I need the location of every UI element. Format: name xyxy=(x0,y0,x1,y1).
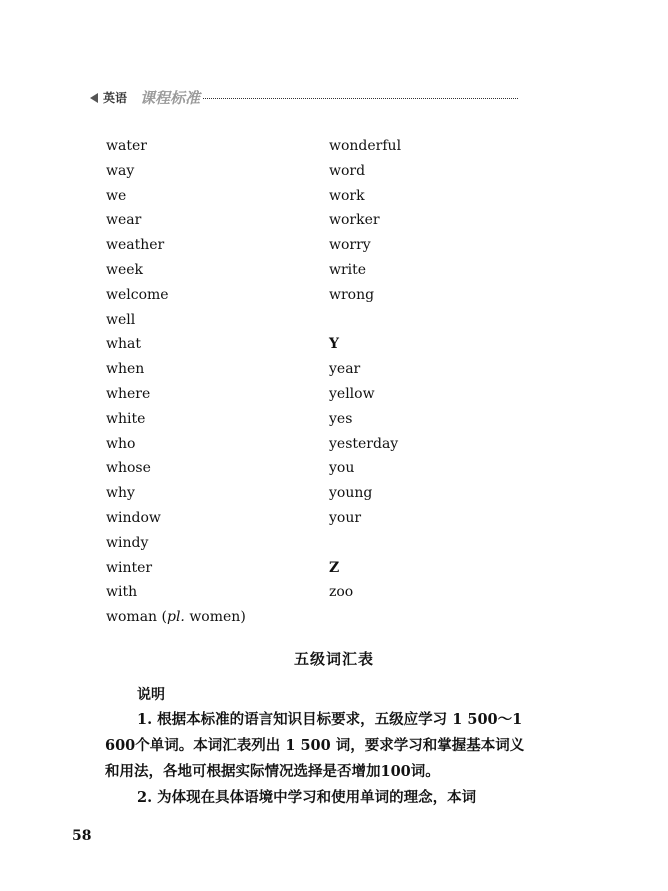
plural-abbreviation: pl. xyxy=(166,609,185,626)
vocab-word: whose xyxy=(106,460,151,477)
paragraph-1: 1. 根据本标准的语言知识目标要求，五级应学习 1 500～1 600个单词。本词汇表列出 1 500 词，要求学习和掌握基本词义和用法，各地可根据实际情况选择是否增加100词。 xyxy=(105,711,525,780)
header-subject: 英语 xyxy=(103,91,128,105)
running-header xyxy=(90,89,518,109)
vocab-word: why xyxy=(106,485,135,502)
vocab-word: your xyxy=(329,509,362,526)
vocab-word: word xyxy=(329,162,366,179)
vocab-word-part: women) xyxy=(184,609,246,626)
vocab-word: weather xyxy=(106,237,165,254)
vocab-word: write xyxy=(329,261,367,278)
section-title: 五级词汇表 xyxy=(293,650,374,668)
vocab-word: windy xyxy=(106,534,149,551)
vocab-word: welcome xyxy=(106,286,169,303)
vocab-word: we xyxy=(106,187,127,204)
vocab-word-part: woman xyxy=(106,609,158,626)
vocab-word: who xyxy=(106,435,136,452)
vocab-word: worker xyxy=(329,212,380,229)
note-title: 说明 xyxy=(137,687,165,703)
vocab-word: when xyxy=(106,361,145,378)
vocab-word: you xyxy=(329,460,355,477)
blank-line xyxy=(329,534,401,559)
vocab-word: yes xyxy=(329,410,353,427)
vocab-word-part: ( xyxy=(157,609,167,626)
vocab-word: wonderful xyxy=(329,138,402,154)
vocab-word: yellow xyxy=(329,385,375,402)
vocab-word: week xyxy=(106,261,144,278)
vocab-word: yesterday xyxy=(329,435,399,452)
vocab-word: what xyxy=(106,336,141,353)
page-number: 58 xyxy=(72,828,92,844)
vocab-word xyxy=(106,608,246,633)
vocab-word: work xyxy=(329,187,365,204)
blank-line xyxy=(329,311,401,336)
alphabet-heading: Y xyxy=(329,336,339,353)
vocab-word: zoo xyxy=(329,584,354,601)
vocab-word: year xyxy=(329,361,361,378)
word-list-right xyxy=(329,137,401,608)
vocab-word: well xyxy=(106,311,136,328)
triangle-left-icon xyxy=(90,93,98,103)
vocab-word: wear xyxy=(106,212,142,229)
header-title: 课程标准 xyxy=(140,89,201,107)
vocab-word: worry xyxy=(329,237,371,254)
word-list-left xyxy=(106,137,246,633)
header-dotted-rule xyxy=(203,98,518,99)
alphabet-heading: Z xyxy=(329,559,340,576)
vocab-word: water xyxy=(106,138,147,154)
vocab-word: white xyxy=(106,410,146,427)
vocab-word: wrong xyxy=(329,286,375,303)
vocab-word: way xyxy=(106,162,135,179)
vocab-word: where xyxy=(106,385,151,402)
paragraph-2: 2. 为体现在具体语境中学习和使用单词的理念，本词 xyxy=(137,789,477,806)
vocab-word: with xyxy=(106,584,138,601)
vocab-word: winter xyxy=(106,559,153,576)
vocab-word: window xyxy=(106,509,161,526)
vocab-word: young xyxy=(329,485,373,502)
